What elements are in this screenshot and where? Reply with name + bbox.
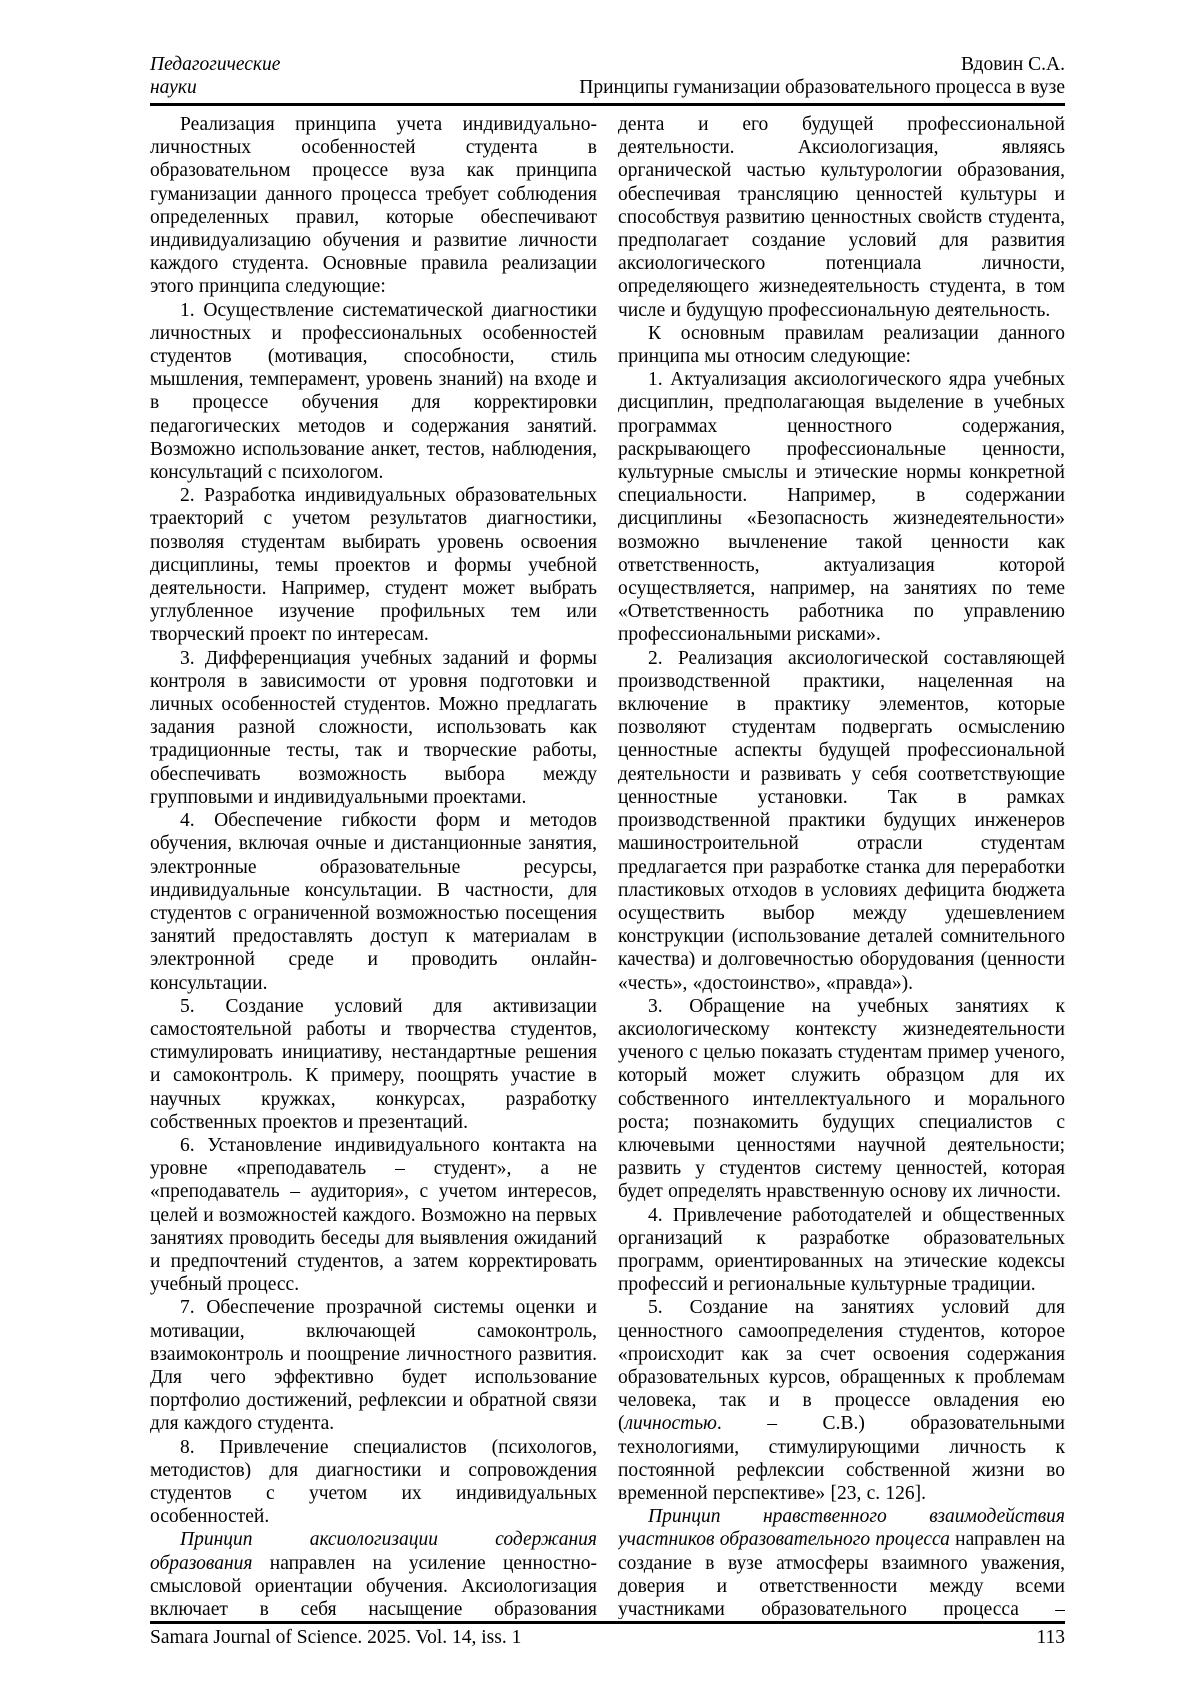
text-column-left xyxy=(150,113,597,1619)
text-segment: 2. Разработка индивидуальных образовательных траекторий с учетом результатов диагностики, позволяя студентам выбирать уровень освоения дисциплины, темы проектов и формы учебной деятельности. Например, студент может выбрать углубленное изучение профильных тем или творческий проект по интересам. xyxy=(150,485,597,646)
paragraph xyxy=(150,113,597,299)
paragraph xyxy=(618,368,1065,646)
text-segment: направлен на создание в вузе атмосферы взаимного уважения, доверия и ответственности между всеми участниками образовательного процесса – xyxy=(618,1529,1065,1619)
text-segment: 1. Осуществление систематической диагностики личностных и профессиональных особенностей студентов (мотивация, способности, стиль мышления, темперамент, уровень знаний) на входе и в процессе обучения для корректировки педагогических методов и содержания занятий. Возможно использование анкет, тестов, наблюдения, консультаций с психологом. xyxy=(150,299,597,484)
text-segment: Принцип аксиологизации содержания образования xyxy=(150,1529,597,1574)
text-segment: 3. Дифференциация учебных заданий и формы контроля в зависимости от уровня подготовки и личных особенностей студентов. Можно предлагать задания разной сложности, использовать как традиционные тесты, так и творческие работы, обеспечивать возможность выбора между групповыми и индивидуальными проектами. xyxy=(150,647,597,808)
paragraph xyxy=(618,1505,1065,1619)
text-segment: дента и его будущей профессиональной деятельности. Аксиологизация, являясь органической частью культурологии образования, обеспечивая трансляцию ценностей культуры и способствуя развитию ценностных свойств студента, предполагает создание условий для развития аксиологического потенциала личности, определяющего жизнедеятельность студента, в том числе и будущую профессиональную деятельность. xyxy=(618,114,1065,321)
text-segment: 4. Обеспечение гибкости форм и методов обучения, включая очные и дистанционные занятия, электронные образовательные ресурсы, индивидуальные консультации. В частности, для студентов с ограниченной возможностью посещения занятий предоставлять доступ к материалам в электронной среде и проводить онлайн-консультации. xyxy=(150,810,597,994)
page-header xyxy=(150,54,1065,99)
paragraph xyxy=(150,1134,597,1296)
paragraph xyxy=(618,1204,1065,1297)
page-footer xyxy=(150,1624,1065,1650)
paragraph xyxy=(150,484,597,646)
text-segment: Принцип нравственного взаимодействия участников образовательного процесса xyxy=(618,1506,1065,1551)
journal-citation: Samara Journal of Science. 2025. Vol. 14, iss. 1 xyxy=(150,1627,522,1648)
text-segment: К основным правилам реализации данного принципа мы относим следующие: xyxy=(618,322,1065,368)
two-column-text xyxy=(150,113,1065,1619)
paragraph xyxy=(618,113,1065,322)
paragraph xyxy=(150,1528,597,1619)
text-segment: 5. Создание условий для активизации самостоятельной работы и творчества студентов, стимулировать инициативу, нестандартные решения и самоконтроль. К примеру, поощрять участие в научных кружках, конкурсах, разработку собственных проектов и презентаций. xyxy=(150,995,597,1133)
text-segment: 4. Привлечение работодателей и общественных организаций к разработке образовательных программ, ориентированных на этические кодексы профессий и региональные культурные традиции. xyxy=(618,1204,1065,1296)
paragraph xyxy=(618,995,1065,1204)
text-segment: 3. Обращение на учебных занятиях к аксиологическому контексту жизнедеятельности ученого с целью показать студентам пример ученого, который может служить образцом для их собственного интеллектуального и морального роста; познакомить будущих специалистов с ключевыми ценностями научной деятельности; развить у студентов систему ценностей, которая будет определять нравственную основу их личности. xyxy=(618,995,1065,1203)
page-number: 113 xyxy=(1036,1627,1065,1648)
paragraph xyxy=(618,1296,1065,1505)
text-segment: 5. Создание на занятиях условий для ценностного самоопределения студентов, которое «происходит как за счет освоения содержания образовательных курсов, обращенных к проблемам человека, так и в процессе овладения ею ( xyxy=(618,1297,1065,1435)
text-segment: 7. Обеспечение прозрачной системы оценки и мотивации, включающей самоконтроль, взаимоконтроль и поощрение личностного развития. Для чего эффективно будет использование портфолио достижений, рефлексии и обратной связи для каждого студента. xyxy=(150,1297,597,1435)
text-segment: направлен на усиление ценностно-смысловой ориентации обучения. Аксиологизация включает в себя насыщение образования xyxy=(150,1552,597,1619)
journal-section xyxy=(150,54,280,99)
text-segment: 8. Привлечение специалистов (психологов, методистов) для диагностики и сопровождения студентов с учетом их индивидуальных особенностей. xyxy=(150,1436,597,1528)
paragraph xyxy=(150,995,597,1134)
page-content xyxy=(150,54,1065,1650)
paragraph xyxy=(150,299,597,485)
text-segment: . – С.В.) образовательными технологиями, стимулирующими личность к постоянной рефлексии собственной жизни во временной перспективе» [23, с. 126]. xyxy=(618,1413,1065,1504)
paragraph xyxy=(150,1436,597,1529)
paragraph xyxy=(150,809,597,995)
text-segment: 2. Реализация аксиологической составляющей производственной практики, нацеленная на включение в практику элементов, которые позволяют студентам подвергать осмыслению ценностные аспекты будущей профессиональной деятельности и развивать у себя соответствующие ценностные установки. Так в рамках производственной практики будущих инженеров машиностроительной отрасли студентам предлагается при разработке станка для переработки пластиковых отходов в условиях дефицита бюджета осуществить выбор между удешевлением конструкции (использование деталей сомнительного качества) и долговечностью оборудования (ценности «честь», «достоинство», «правда»). xyxy=(618,647,1065,994)
article-title: Принципы гуманизации образовательного процесса в вузе xyxy=(579,76,1065,98)
running-head xyxy=(579,54,1065,99)
author-name: Вдовин С.А. xyxy=(961,54,1065,75)
text-segment: личностью xyxy=(624,1413,717,1435)
header-rule xyxy=(150,103,1065,106)
text-segment: 6. Установление индивидуального контакта на уровне «преподаватель – студент», а не «преподаватель – аудитория», с учетом интересов, целей и возможностей каждого. Возможно на первых занятиях проводить беседы для выявления ожиданий и предпочтений студентов, а затем корректировать учебный процесс. xyxy=(150,1134,597,1296)
text-column-right xyxy=(618,113,1065,1619)
journal-section-line1: Педагогические xyxy=(150,54,281,75)
paragraph xyxy=(618,647,1065,995)
paragraph xyxy=(618,322,1065,368)
paragraph xyxy=(150,647,597,809)
text-segment: Реализация принципа учета индивидуально-личностных особенностей студента в образовательном процессе вуза как принципа гуманизации данного процесса требует соблюдения определенных правил, которые обеспечивают индивидуализацию обучения и развитие личности каждого студента. Основные правила реализации этого принципа следующие: xyxy=(150,114,597,298)
journal-section-line2: науки xyxy=(150,76,197,98)
paragraph xyxy=(150,1296,597,1435)
text-segment: 1. Актуализация аксиологического ядра учебных дисциплин, предполагающая выделение в учебных программах ценностного содержания, раскрывающего профессиональные ценности, культурные смыслы и этические нормы конкретной специальности. Например, в содержании дисциплины «Безопасность жизнедеятельности» возможно вычленение такой ценности как ответственность, актуализация которой осуществляется, например, на занятиях по теме «Ответственность работника по управлению профессиональными рисками». xyxy=(618,369,1065,646)
